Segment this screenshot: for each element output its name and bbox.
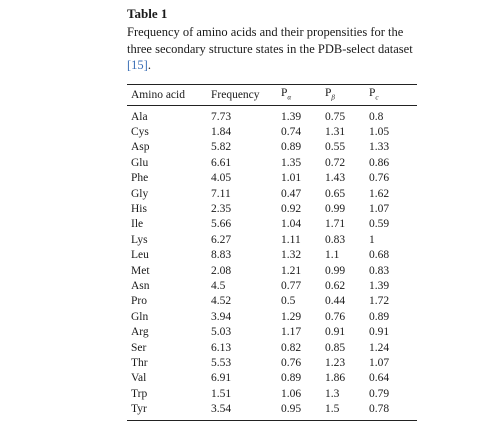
header-p-coil-base: P: [369, 87, 376, 100]
cell-p-coil: 0.78: [369, 403, 390, 416]
cell-p-coil: 1.62: [369, 187, 390, 200]
cell-amino-acid: Leu: [131, 249, 149, 262]
table-row: [131, 202, 411, 217]
cell-p-beta: 0.44: [325, 295, 346, 308]
cell-frequency: 7.11: [211, 187, 231, 200]
cell-p-alpha: 1.06: [281, 387, 302, 400]
cell-frequency: 5.53: [211, 357, 232, 369]
table-row: [131, 187, 411, 202]
cell-p-alpha: 0.5: [281, 295, 296, 308]
cell-frequency: 4.5: [211, 279, 226, 292]
cell-amino-acid: Asn: [131, 279, 150, 292]
cell-p-beta: 1.3: [325, 387, 340, 400]
cell-p-coil: 0.8: [369, 110, 384, 123]
cell-p-alpha: 0.95: [281, 403, 302, 416]
cell-amino-acid: Phe: [131, 172, 149, 185]
cell-frequency: 6.27: [211, 233, 232, 246]
cell-p-coil: 0.86: [369, 156, 390, 169]
cell-p-beta: 0.65: [325, 187, 346, 200]
cell-p-alpha: 1.35: [281, 156, 302, 169]
cell-p-beta: 0.91: [325, 326, 346, 339]
cell-p-coil: 1.05: [369, 125, 390, 138]
cell-p-alpha: 1.11: [281, 233, 301, 246]
cell-p-alpha: 0.89: [281, 372, 302, 385]
cell-frequency: 4.52: [211, 295, 232, 308]
cell-frequency: 5.66: [211, 218, 232, 231]
table-row: [131, 402, 411, 417]
cell-frequency: 7.73: [211, 110, 232, 123]
cell-p-alpha: 0.76: [281, 357, 302, 369]
cell-amino-acid: Glu: [131, 156, 149, 169]
cell-frequency: 5.82: [211, 141, 232, 154]
cell-p-alpha: 1.32: [281, 249, 302, 262]
cell-p-alpha: 0.82: [281, 341, 302, 354]
cell-amino-acid: Pro: [131, 295, 147, 308]
cell-p-coil: 1.33: [369, 141, 390, 154]
header-row: [131, 85, 411, 105]
cell-p-beta: 0.99: [325, 202, 346, 215]
cell-frequency: 6.13: [211, 341, 232, 354]
cell-p-alpha: 1.01: [281, 172, 302, 185]
cell-p-beta: 1.31: [325, 125, 346, 138]
table-figure: [127, 6, 417, 421]
cell-frequency: 6.91: [211, 372, 232, 385]
header-p-coil: [369, 85, 411, 105]
cell-frequency: 4.05: [211, 172, 232, 185]
table-row: [131, 217, 411, 232]
cell-amino-acid: Arg: [131, 326, 149, 339]
cell-p-coil: 1: [369, 233, 375, 246]
table-row: [131, 125, 411, 140]
cell-p-coil: 0.83: [369, 264, 390, 277]
bottom-rule: [127, 420, 417, 421]
cell-p-beta: 0.85: [325, 341, 346, 354]
cell-frequency: 2.35: [211, 202, 232, 215]
table-row: [131, 294, 411, 309]
cell-p-alpha: 1.17: [281, 326, 302, 339]
cell-p-alpha: 1.04: [281, 218, 302, 231]
cell-p-alpha: 1.39: [281, 110, 302, 123]
cell-p-alpha: 0.47: [281, 187, 302, 200]
cell-p-coil: 0.59: [369, 218, 390, 231]
header-p-beta: [325, 85, 369, 105]
table-row: [131, 140, 411, 155]
cell-p-beta: 0.76: [325, 310, 346, 323]
cell-frequency: 5.03: [211, 326, 232, 339]
cell-p-alpha: 1.29: [281, 310, 302, 323]
cell-p-alpha: 1.21: [281, 264, 302, 277]
cell-p-coil: 1.07: [369, 357, 390, 369]
cell-amino-acid: Gln: [131, 310, 149, 323]
table-row: [131, 156, 411, 171]
caption-text: Frequency of amino acids and their propensities for the three secondary structure states in the PDB-select dataset: [127, 25, 413, 56]
cell-frequency: 3.94: [211, 310, 232, 323]
cell-p-coil: 1.07: [369, 202, 390, 215]
table-row: [131, 356, 411, 371]
header-p-coil-sub: c: [375, 93, 379, 102]
table-row: [131, 248, 411, 263]
cell-p-beta: 0.55: [325, 141, 346, 154]
cell-p-coil: 1.72: [369, 295, 390, 308]
cell-p-beta: 1.5: [325, 403, 340, 416]
table-row: [131, 279, 411, 294]
cell-amino-acid: Lys: [131, 233, 148, 246]
table-row: [131, 310, 411, 325]
cell-amino-acid: Asp: [131, 141, 150, 154]
cell-p-coil: 0.64: [369, 372, 390, 385]
cell-frequency: 1.51: [211, 387, 232, 400]
cell-p-coil: 0.68: [369, 249, 390, 262]
cell-p-beta: 1.43: [325, 172, 346, 185]
cell-p-beta: 1.71: [325, 218, 346, 231]
cell-amino-acid: Ile: [131, 218, 144, 231]
cell-p-beta: 0.83: [325, 233, 346, 246]
cell-p-beta: 0.72: [325, 156, 346, 169]
cell-amino-acid: Val: [131, 372, 147, 385]
cell-p-beta: 1.23: [325, 357, 346, 369]
cell-p-coil: 0.79: [369, 387, 390, 400]
header-amino-acid: Amino acid: [131, 88, 185, 101]
cell-p-alpha: 0.74: [281, 125, 302, 138]
cell-frequency: 8.83: [211, 249, 232, 262]
cell-p-beta: 1.1: [325, 249, 340, 262]
propensity-table: [131, 85, 411, 105]
citation-link[interactable]: [15]: [127, 58, 148, 72]
cell-amino-acid: Met: [131, 264, 150, 277]
table-body: [131, 106, 411, 418]
cell-p-coil: 1.24: [369, 341, 390, 354]
table-row: [131, 325, 411, 340]
cell-amino-acid: Ser: [131, 341, 147, 354]
table-row: [131, 387, 411, 402]
header-frequency: Frequency: [211, 88, 260, 101]
cell-amino-acid: His: [131, 202, 147, 215]
cell-p-alpha: 0.89: [281, 141, 302, 154]
cell-amino-acid: Gly: [131, 187, 149, 200]
header-p-beta-base: P: [325, 87, 332, 100]
cell-amino-acid: Ala: [131, 110, 148, 123]
cell-frequency: 6.61: [211, 156, 232, 169]
cell-p-beta: 1.86: [325, 372, 346, 385]
table-row: [131, 371, 411, 386]
cell-p-coil: 1.39: [369, 279, 390, 292]
cell-p-beta: 0.75: [325, 110, 346, 123]
cell-p-alpha: 0.92: [281, 202, 302, 215]
table-row: [131, 106, 411, 125]
cell-amino-acid: Tyr: [131, 403, 147, 416]
cell-frequency: 3.54: [211, 403, 232, 416]
cell-amino-acid: Trp: [131, 387, 148, 400]
cell-p-beta: 0.62: [325, 279, 346, 292]
table-row: [131, 264, 411, 279]
cell-p-beta: 0.99: [325, 264, 346, 277]
table-row: [131, 171, 411, 186]
table-row: [131, 233, 411, 248]
cell-frequency: 1.84: [211, 125, 232, 138]
cell-p-alpha: 0.77: [281, 279, 302, 292]
propensity-table-body: [131, 106, 411, 418]
header-p-alpha-base: P: [281, 87, 288, 100]
table-caption: [127, 24, 417, 74]
cell-amino-acid: Thr: [131, 357, 148, 369]
header-p-alpha: [281, 85, 325, 105]
cell-p-coil: 0.76: [369, 172, 390, 185]
header-p-beta-sub: β: [331, 93, 335, 102]
table-label: Table 1: [127, 6, 168, 21]
table-row: [131, 341, 411, 356]
cell-amino-acid: Cys: [131, 125, 149, 138]
header-p-alpha-sub: α: [287, 93, 292, 102]
caption-end: .: [147, 58, 151, 72]
cell-frequency: 2.08: [211, 264, 232, 277]
cell-p-coil: 0.91: [369, 326, 390, 339]
cell-p-coil: 0.89: [369, 310, 390, 323]
